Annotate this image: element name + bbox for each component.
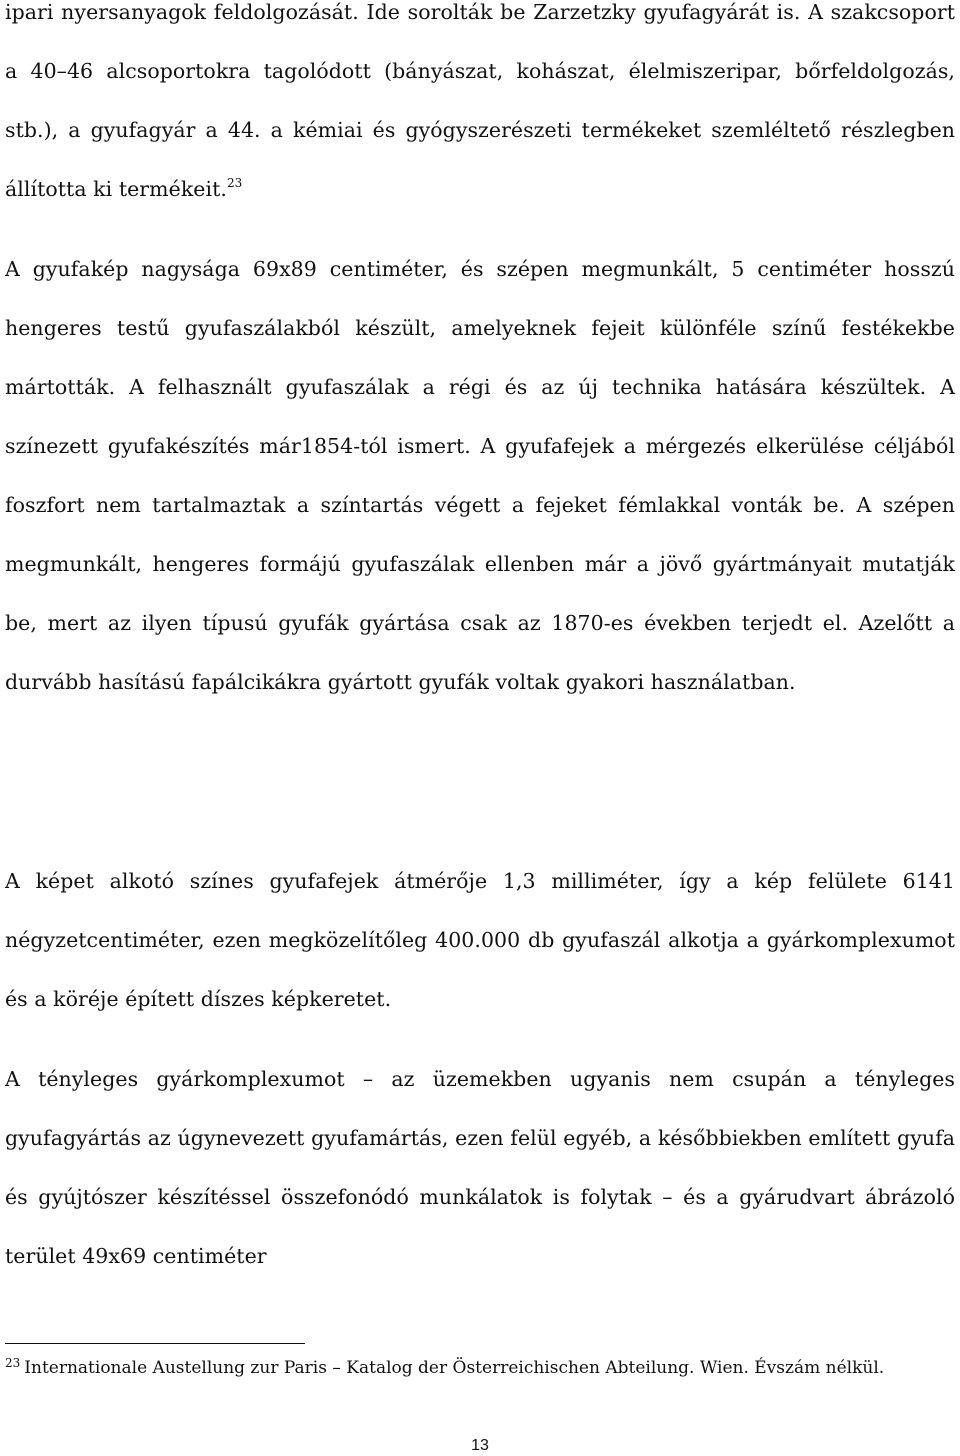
paragraph-2-text: A gyufakép nagysága 69x89 centiméter, és szépen megmunkált, 5 centiméter hosszú hengeres testű gyufaszálakból készült, amelyeknek fejeit különféle színű festékekbe mártották. A felhasznált gyufaszálak a régi és az új technika hatására készültek. A színezett gyufakészítés már1854-tól ismert. A gyufafejek a mérgezés elkerülése céljából foszfort nem tartalmaztak a színtartás végett a fejeket fémlakkal vonták be. A szépen megmunkált, hengeres formájú gyufaszálak ellenben már a jövő gyártmányait mutatják be, mert az ilyen típusú gyufák gyártása csak az 1870-es években terjedt el. Azelőtt a durvább hasítású fapálcikákra gyártott gyufák voltak gyakori használatban. <box>5 257 955 694</box>
paragraph-2 <box>5 240 955 712</box>
paragraph-4-text: A tényleges gyárkomplexumot – az üzemekben ugyanis nem csupán a tényleges gyufagyártás az úgynevezett gyufamártás, ezen felül egyéb, a későbbiekben említett gyufa és gyújtószer készítéssel összefonódó munkálatok is folytak – és a gyárudvart ábrázoló terület 49x69 centiméter <box>5 1067 955 1268</box>
footnote <box>5 1353 955 1383</box>
footnote-separator <box>5 1343 305 1344</box>
paragraph-1 <box>5 0 955 219</box>
paragraph-3-text: A képet alkotó színes gyufafejek átmérője 1,3 milliméter, így a kép felülete 6141 négyzetcentiméter, ezen megközelítőleg 400.000 db gyufaszál alkotja a gyárkomplexumot és a köréje épített díszes képkeretet. <box>5 869 955 1011</box>
paragraph-4 <box>5 1050 955 1286</box>
paragraph-1-text: ipari nyersanyagok feldolgozását. Ide sorolták be Zarzetzky gyufagyárát is. A szakcsoport a 40–46 alcsoportokra tagolódott (bányászat, kohászat, élelmiszeripar, bőrfeldolgozás, stb.), a gyufagyár a 44. a kémiai és gyógyszerészeti termékeket szemléltető részlegben állította ki termékeit. <box>5 0 955 201</box>
page-number: 13 <box>471 1437 489 1454</box>
footnote-number: 23 <box>5 1356 21 1370</box>
footnote-text: Internationale Austellung zur Paris – Katalog der Österreichischen Abteilung. Wien. Évszám nélkül. <box>24 1358 885 1378</box>
paragraph-3 <box>5 852 955 1029</box>
footnote-reference: 23 <box>226 176 243 190</box>
